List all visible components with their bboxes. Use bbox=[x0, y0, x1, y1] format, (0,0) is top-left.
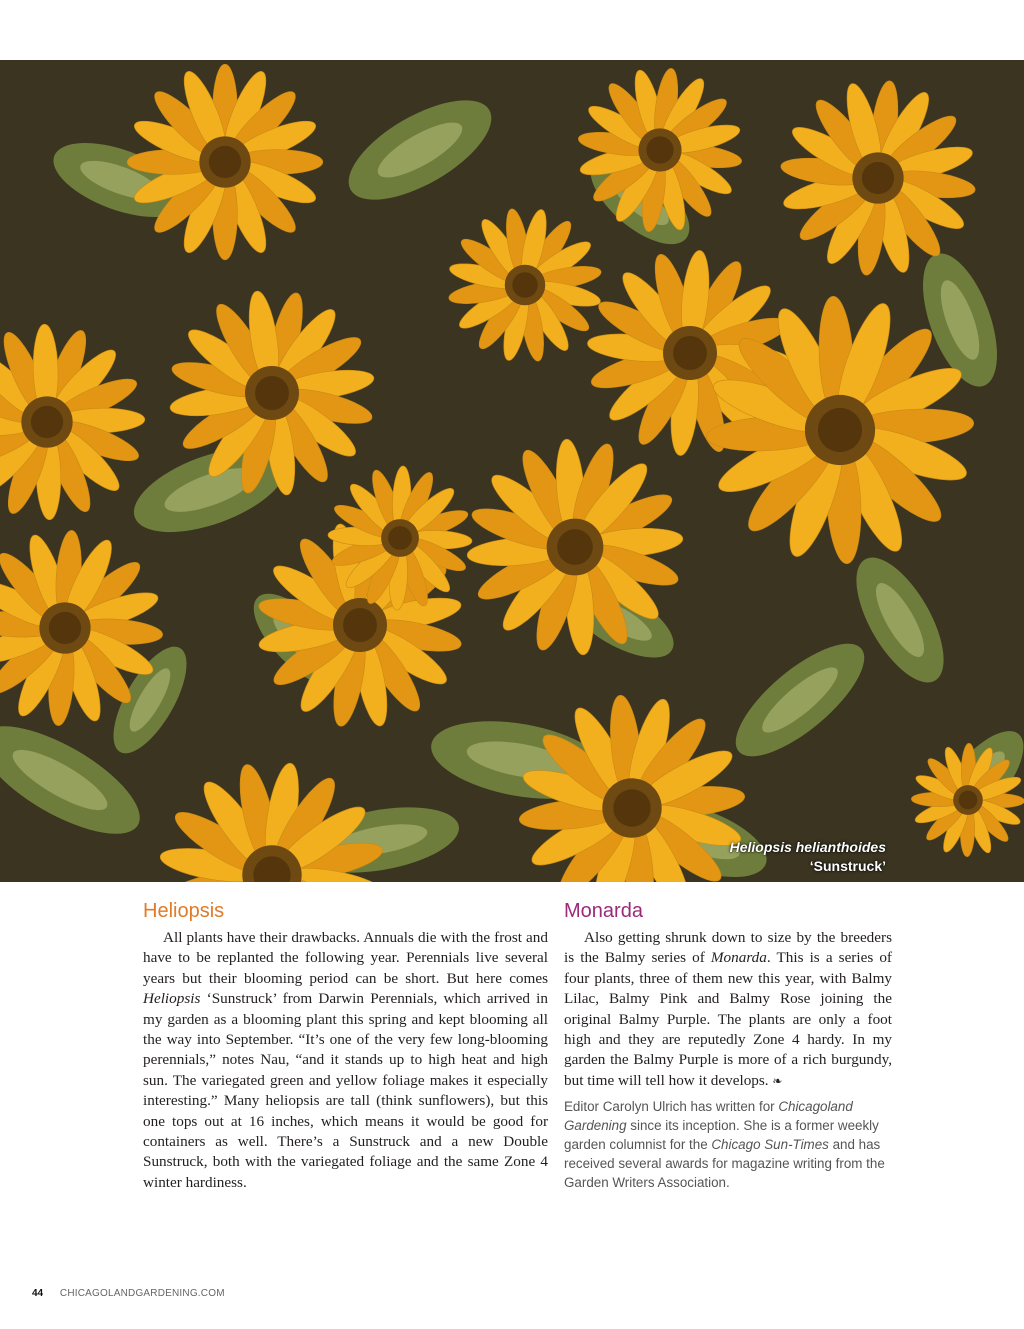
heliopsis-genus: Heliopsis bbox=[143, 990, 201, 1008]
page-footer bbox=[32, 1288, 225, 1299]
heliopsis-photo bbox=[0, 60, 1024, 882]
monarda-paragraph bbox=[564, 928, 892, 1091]
heliopsis-text-1: All plants have their drawbacks. Annuals die with the frost and have to be replanted the following year. Perennials live several years but their blooming period can be short. But here comes bbox=[143, 929, 548, 987]
flower-center-core bbox=[646, 136, 673, 163]
caption-cultivar: ‘Sunstruck’ bbox=[809, 858, 886, 874]
flower-center-core bbox=[31, 406, 63, 438]
monarda-heading: Monarda bbox=[564, 900, 643, 922]
monarda-text-1: Also getting shrunk down to size by the breeders is the Balmy series of bbox=[564, 929, 892, 967]
flower-center-core bbox=[209, 146, 241, 178]
flower-center-core bbox=[862, 162, 894, 194]
flower-center-core bbox=[613, 789, 650, 826]
flower-illustration bbox=[0, 60, 1024, 882]
bio-magazine: Chicagoland Gardening bbox=[564, 1099, 853, 1134]
website-link[interactable]: CHICAGOLANDGARDENING.COM bbox=[59, 1288, 225, 1299]
bio-text-1: Editor Carolyn Ulrich has written for bbox=[564, 1099, 779, 1115]
bio-text-3: and has received several awards for magazine writing from the Garden Writers Association. bbox=[564, 1137, 885, 1191]
heliopsis-heading: Heliopsis bbox=[143, 900, 225, 922]
caption-species: Heliopsis helianthoides bbox=[729, 839, 886, 855]
flower-center-core bbox=[818, 408, 862, 452]
flower-center-core bbox=[343, 608, 377, 642]
flower-center-core bbox=[557, 529, 593, 565]
flower-center-core bbox=[512, 272, 538, 298]
flower-center-core bbox=[255, 376, 289, 410]
author-bio bbox=[564, 1097, 892, 1192]
end-mark-icon: ❧ bbox=[772, 1073, 783, 1088]
flower-center-core bbox=[673, 336, 707, 370]
flower-center-core bbox=[388, 526, 412, 550]
heliopsis-text-2: ‘Sunstruck’ from Darwin Perennials, which arrived in my garden as a blooming plant this spring and kept blooming all the way into September. “It’s one of the very few long-blooming perennials,” notes Nau, “and it stands up to high heat and high sun. The variegated green and yellow foliage makes it especially interesting.” Many heliopsis are tall (think sunflowers), but this one tops out at 16 inches, which means it would be good for containers as well. There’s a Sunstruck and a new Double Sunstruck, both with the variegated foliage and the same Zone 4 winter hardiness. bbox=[143, 990, 548, 1191]
page-number: 44 bbox=[32, 1288, 44, 1299]
flower-center-core bbox=[959, 791, 978, 810]
bio-text-2: since its inception. She is a former weekly garden columnist for the bbox=[564, 1118, 879, 1153]
flower-center-core bbox=[49, 612, 81, 644]
monarda-text-2: . This is a series of four plants, three of them new this year, with Balmy Lilac, Balmy Pink and Balmy Rose joining the original Balmy Purple. The plants are only a foot high and they are reputedly Zone 4 hardy. In my garden the Balmy Purple is more of a rich burgundy, but time will tell how it develops. bbox=[564, 949, 892, 1089]
photo-caption bbox=[730, 838, 886, 876]
heliopsis-paragraph bbox=[143, 928, 548, 1193]
monarda-genus: Monarda bbox=[710, 949, 767, 967]
bio-newspaper: Chicago Sun-Times bbox=[711, 1137, 829, 1153]
monarda-column bbox=[564, 898, 892, 1192]
heliopsis-column bbox=[143, 898, 548, 1193]
